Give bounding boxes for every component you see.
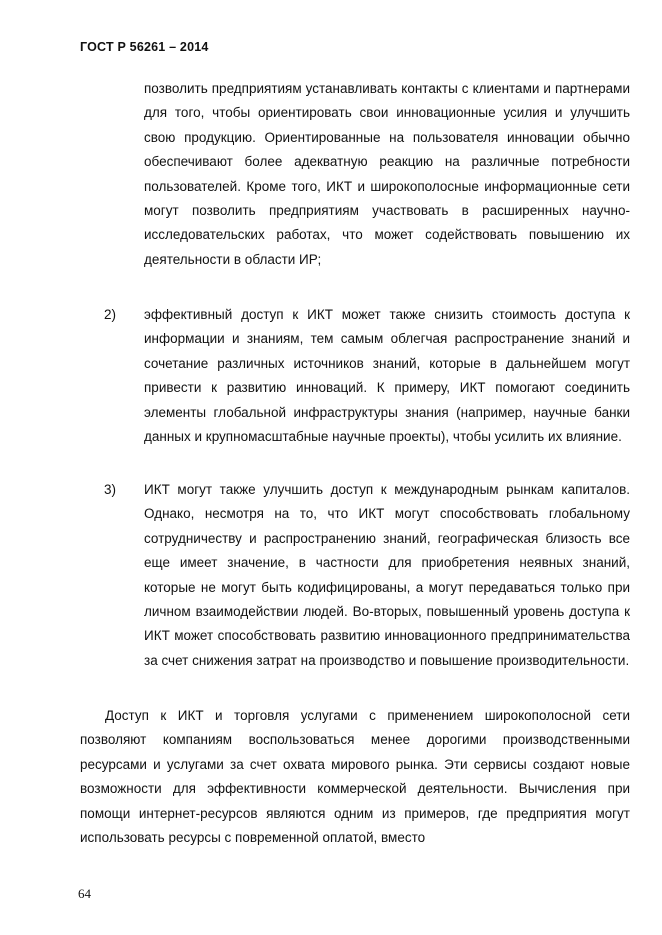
page-number: 64: [78, 886, 91, 901]
list-item-number: 2): [104, 307, 117, 322]
list-item-text: позволить предприятиям устанавливать контакты с клиентами и партнерами для того, чтобы ориентировать свои инновационные усилия и улучшить свою продукцию. Ориентированные на пользователя инновации обычно обеспечивают более адекватную реакцию на различные потребности пользователей. Кроме того, ИКТ и широкополосные информационные сети могут позволить предприятиям участвовать в расширенных научно-исследовательских работах, что может содействовать повышению их деятельности в области ИР;: [144, 81, 630, 267]
body-paragraph: Доступ к ИКТ и торговля услугами с применением широкополосной сети позволяют компаниям воспользоваться менее дорогими производственными ресурсами и услугами за счет охвата мирового рынка. Эти сервисы создают новые возможности для эффективности коммерческой деятельности. Вычисления при помощи интернет-ресурсов являются одним из примеров, где предприятия могут использовать ресурсы с повременной оплатой, вместо: [80, 708, 630, 846]
list-item-text: эффективный доступ к ИКТ может также снизить стоимость доступа к информации и знаниям, тем самым облегчая распространение знаний и сочетание различных источников знаний, которые в дальнейшем могут привести к развитию инноваций. К примеру, ИКТ помогают соединить элементы глобальной инфраструктуры знания (например, научные банки данных и крупномасштабные научные проекты), чтобы усилить их влияние.: [144, 307, 630, 445]
list-item-text: ИКТ могут также улучшить доступ к международным рынкам капиталов. Однако, несмотря на то, что ИКТ могут способствовать глобальному сотрудничеству и распространению знаний, географическая близость все еще имеет значение, в частности для приобретения неявных знаний, которые не могут быть кодифицированы, а могут передаваться только при личном взаимодействии людей. Во-вторых, повышенный уровень доступа к ИКТ может способствовать развитию инновационного предпринимательства за счет снижения затрат на производство и повышение производительности.: [144, 482, 630, 668]
document-header: ГОСТ Р 56261 – 2014: [80, 40, 209, 54]
list-item-number: 3): [104, 482, 117, 497]
